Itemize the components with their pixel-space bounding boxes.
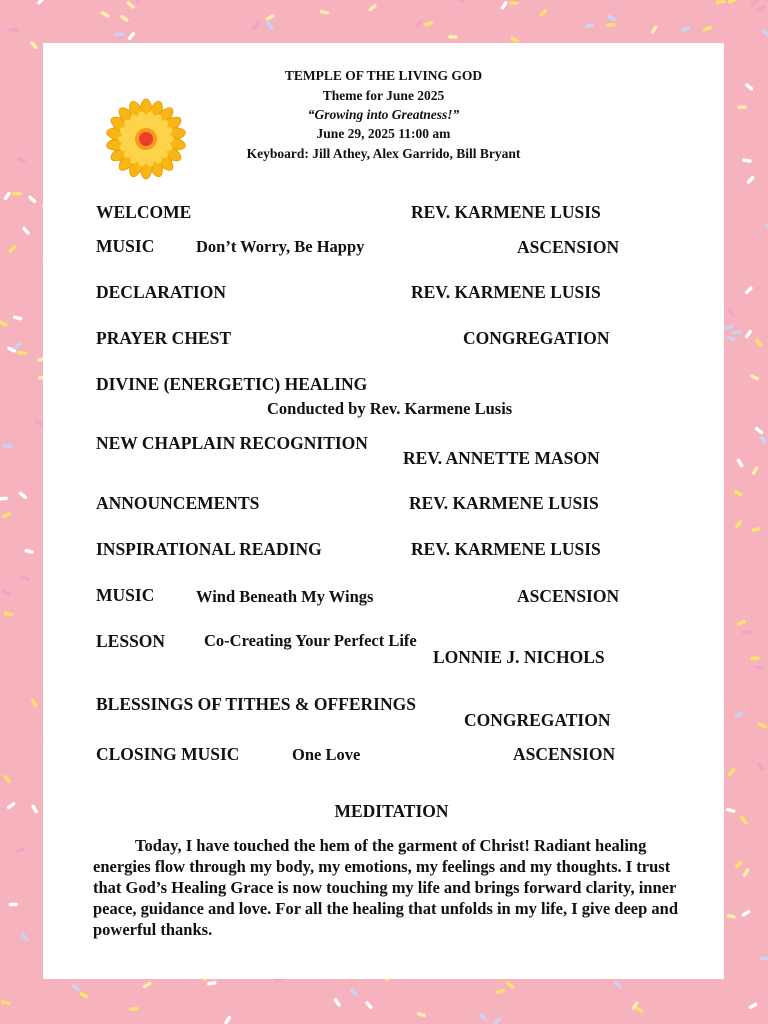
blessings-leader: CONGREGATION xyxy=(464,710,611,730)
music2-label: MUSIC xyxy=(96,585,155,605)
service-datetime: June 29, 2025 11:00 am xyxy=(316,126,451,141)
church-title: TEMPLE OF THE LIVING GOD xyxy=(284,68,483,83)
chaplain-label: NEW CHAPLAIN RECOGNITION xyxy=(96,433,368,453)
welcome-label: WELCOME xyxy=(96,202,192,222)
announcements-leader: REV. KARMENE LUSIS xyxy=(409,493,599,513)
prayer-chest-label: PRAYER CHEST xyxy=(96,328,232,348)
closing-leader: ASCENSION xyxy=(513,744,616,764)
declaration-leader: REV. KARMENE LUSIS xyxy=(411,282,601,302)
theme-name: “Growing into Greatness!” xyxy=(307,107,460,122)
music1-label: MUSIC xyxy=(96,236,155,256)
meditation-text: Today, I have touched the hem of the garment of Christ! Radiant healing energies flow through my body, my emotions, my feelings and my thoughts. I trust that God’s Healing Grace is now touching my life and brings forward clarity, inner peace, guidance and love. For all the healing that unfolds in my life, I give deep and powerful thanks. xyxy=(93,836,679,939)
program-page xyxy=(43,43,724,979)
theme-label: Theme for June 2025 xyxy=(322,88,445,103)
blessings-label: BLESSINGS OF TITHES & OFFERINGS xyxy=(96,694,416,714)
welcome-leader: REV. KARMENE LUSIS xyxy=(411,202,601,222)
prayer-chest-leader: CONGREGATION xyxy=(463,328,610,348)
lesson-title: Co-Creating Your Perfect Life xyxy=(204,631,417,650)
music2-leader: ASCENSION xyxy=(517,586,620,606)
healing-note: Conducted by Rev. Karmene Lusis xyxy=(267,399,513,418)
music1-leader: ASCENSION xyxy=(517,237,620,257)
music1-title: Don’t Worry, Be Happy xyxy=(196,237,365,256)
chaplain-leader: REV. ANNETTE MASON xyxy=(403,448,600,468)
reading-leader: REV. KARMENE LUSIS xyxy=(411,539,601,559)
reading-label: INSPIRATIONAL READING xyxy=(96,539,322,559)
healing-label: DIVINE (ENERGETIC) HEALING xyxy=(96,374,368,394)
declaration-label: DECLARATION xyxy=(96,282,226,302)
closing-title: One Love xyxy=(292,745,361,764)
lesson-leader: LONNIE J. NICHOLS xyxy=(433,647,605,667)
music2-title: Wind Beneath My Wings xyxy=(196,587,374,606)
lesson-label: LESSON xyxy=(96,631,166,651)
closing-label: CLOSING MUSIC xyxy=(96,744,240,764)
keyboard-credits: Keyboard: Jill Athey, Alex Garrido, Bill Bryant xyxy=(246,146,521,161)
meditation-title: MEDITATION xyxy=(334,801,449,821)
announcements-label: ANNOUNCEMENTS xyxy=(96,493,260,513)
